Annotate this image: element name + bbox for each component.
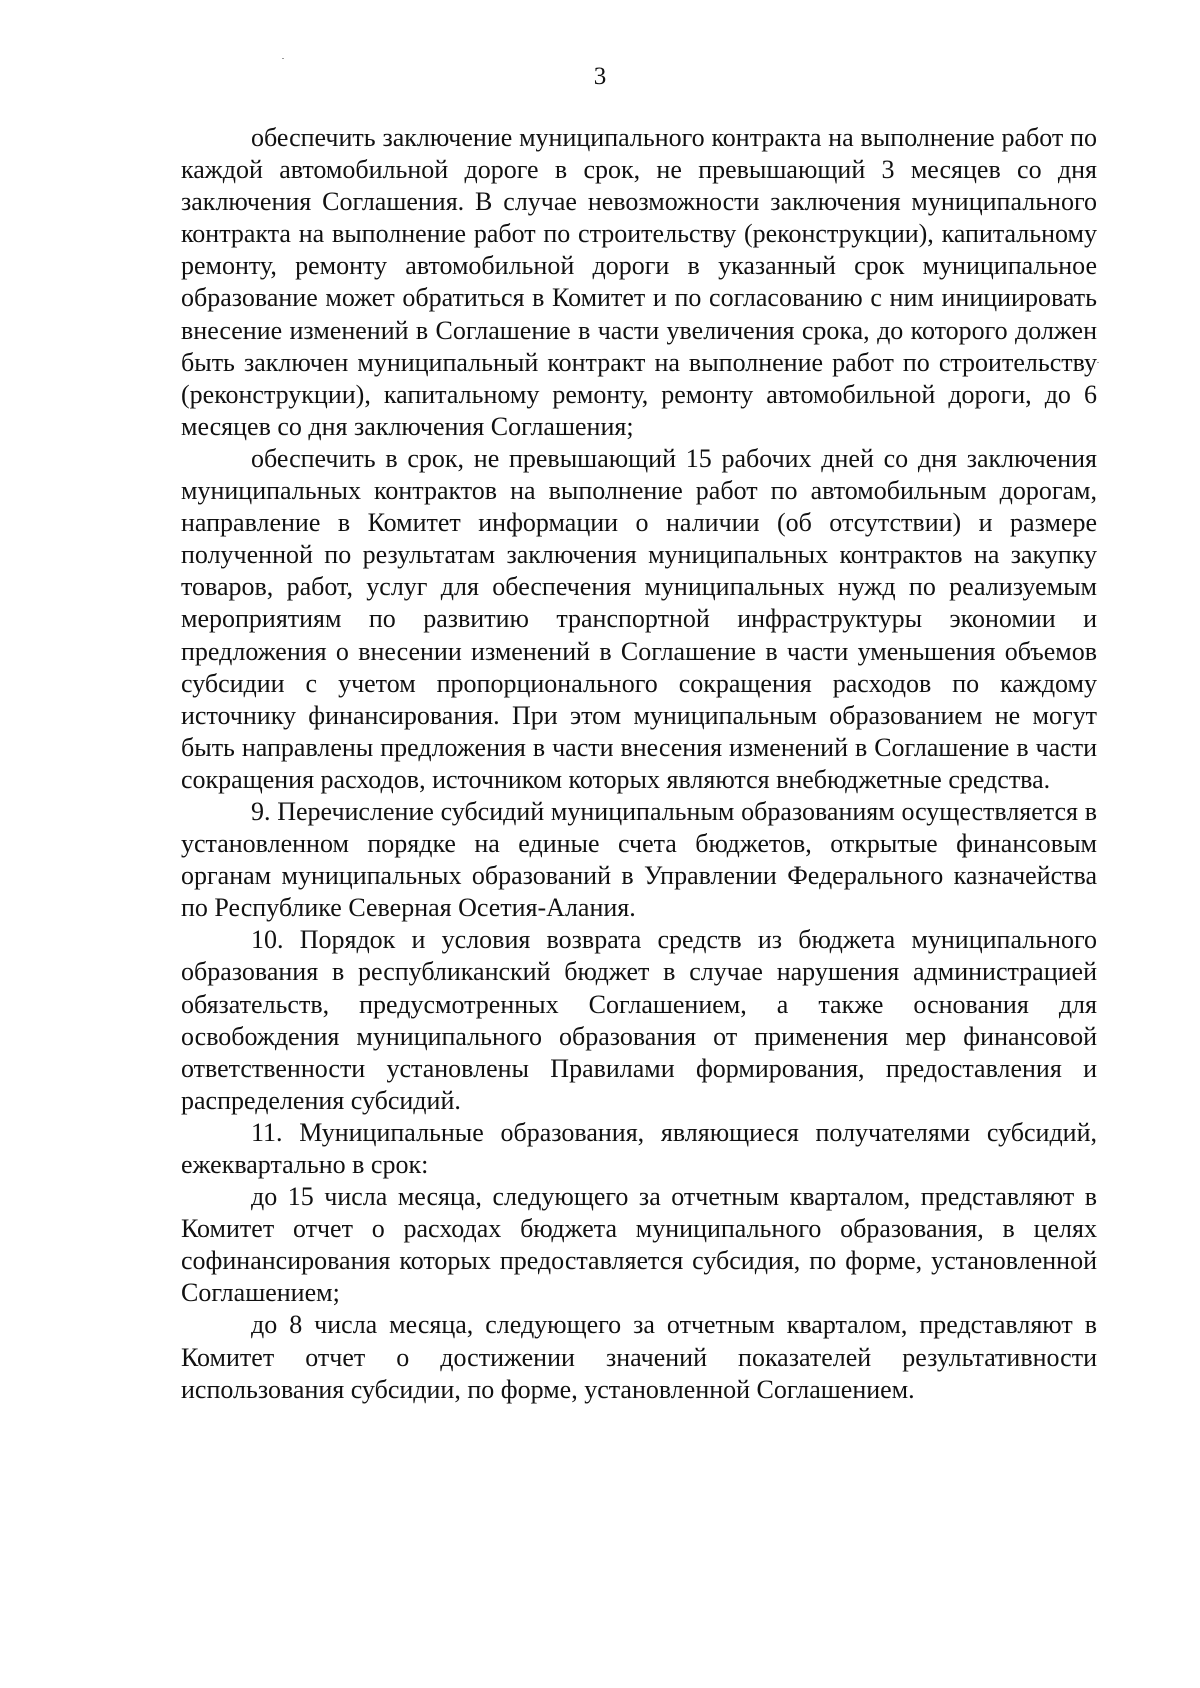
document-body	[181, 122, 1097, 1406]
paragraph-indicator-report: до 8 числа месяца, следующего за отчетным кварталом, представляют в Комитет отчет о достижении значений показателей результативности использования субсидии, по форме, установленной Соглашением.	[181, 1310, 1097, 1404]
paragraph-item-10: 10. Порядок и условия возврата средств из бюджета муниципального образования в республиканский бюджет в случае нарушения администрацией обязательств, предусмотренных Соглашением, а также основания для освобождения муниципального образования от применения мер финансовой ответственности установлены Правилами формирования, предоставления и распределения субсидий.	[181, 925, 1097, 1115]
scan-speck	[1097, 362, 1099, 363]
page-number: 3	[593, 63, 607, 90]
paragraph-item-11: 11. Муниципальные образования, являющиеся получателями субсидий, ежеквартально в срок:	[181, 1117, 1097, 1179]
paragraph-savings-report: обеспечить в срок, не превышающий 15 рабочих дней со дня заключения муниципальных контрактов на выполнение работ по автомобильным дорогам, направление в Комитет информации о наличии (об отсутствии) и размере полученной по результатам заключения муниципальных контрактов на закупку товаров, работ, услуг для обеспечения муниципальных нужд по реализуемым мероприятиям по развитию транспортной инфраструктуры экономии и предложения о внесении изменений в Соглашение в части уменьшения объемов субсидии с учетом пропорционального сокращения расходов по каждому источнику финансирования. При этом муниципальным образованием не могут быть направлены предложения в части внесения изменений в Соглашение в части сокращения расходов, источником которых являются внебюджетные средства.	[181, 443, 1097, 794]
scan-speck	[282, 58, 284, 59]
paragraph-expense-report: до 15 числа месяца, следующего за отчетным кварталом, представляют в Комитет отчет о расходах бюджета муниципального образования, в целях софинансирования которых предоставляется субсидия, по форме, установленной Соглашением;	[181, 1182, 1097, 1308]
paragraph-contract-deadline: обеспечить заключение муниципального контракта на выполнение работ по каждой автомобильной дороге в срок, не превышающий 3 месяцев со дня заключения Соглашения. В случае невозможности заключения муниципального контракта на выполнение работ по строительству (реконструкции), капитальному ремонту, ремонту автомобильной дороги в указанный срок муниципальное образование может обратиться в Комитет и по согласованию с ним инициировать внесение изменений в Соглашение в части увеличения срока, до которого должен быть заключен муниципальный контракт на выполнение работ по строительству (реконструкции), капитальному ремонту, ремонту автомобильной дороги, до 6 месяцев со дня заключения Соглашения;	[181, 123, 1097, 441]
paragraph-item-9: 9. Перечисление субсидий муниципальным образованиям осуществляется в установленном порядке на единые счета бюджетов, открытые финансовым органам муниципальных образований в Управлении Федерального казначейства по Республике Северная Осетия-Алания.	[181, 796, 1097, 923]
